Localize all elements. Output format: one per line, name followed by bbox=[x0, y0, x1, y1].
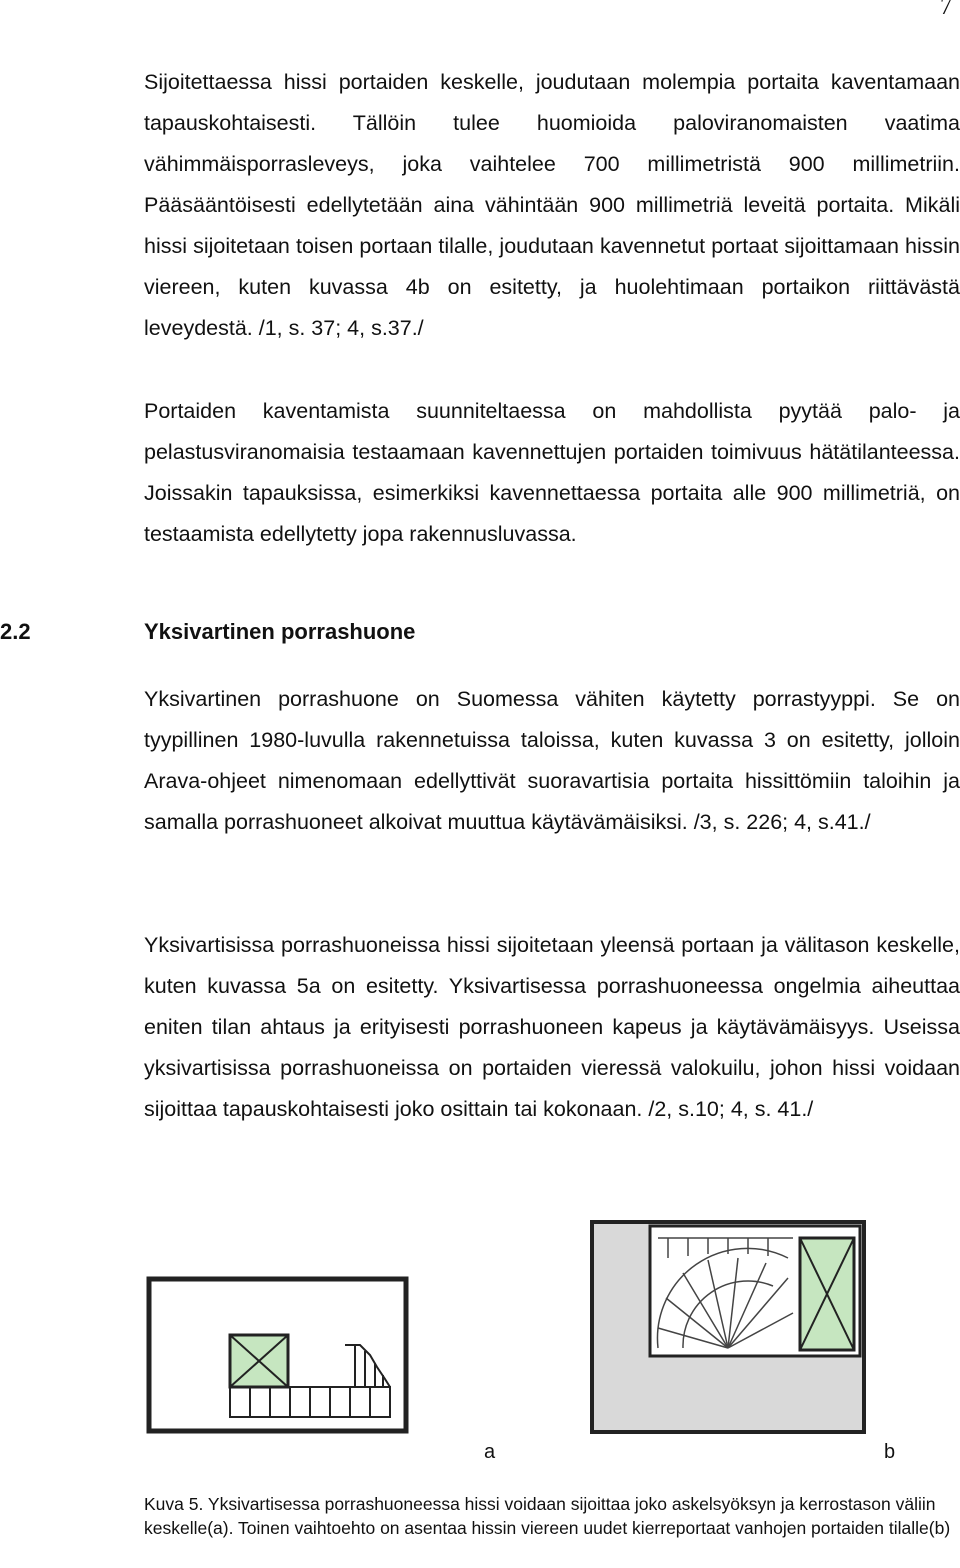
floor-plan-b bbox=[588, 1218, 868, 1436]
figure-5 bbox=[0, 1200, 960, 1490]
paragraph-stair-testing: Portaiden kaventamista suunniteltaessa on mahdollista pyytää palo- ja pelastusviranomaisia testaamaan kavennettujen portaiden toimivuus hätätilanteessa. Joissakin tapauksissa, esimerkiksi kavennettaessa portaita alle 900 millimetriä, on testaamista edellytetty jopa rakennusluvassa. bbox=[144, 399, 960, 546]
figure-label-b: b bbox=[884, 1441, 896, 1463]
paragraph-single-flight-elevator: Yksivartisissa porrashuoneissa hissi sijoitetaan yleensä portaan ja välitason keskelle, kuten kuvassa 5a on esitetty. Yksivartisessa porrashuoneessa ongelmia aiheuttaa eniten tilan ahtaus ja erityisesti porrashuoneen kapeus ja käytävämäisyys. Useissa yksivartisissa porrashuoneissa on portaiden vieressä valokuilu, johon hissi voidaan sijoittaa tapauskohtaisesti joko osittain tai kokonaan. /2, s.10; 4, s. 41./ bbox=[144, 933, 960, 1121]
page-number: 7 bbox=[940, 0, 952, 20]
floor-plan-a bbox=[145, 1275, 410, 1435]
figure-label-a: a bbox=[484, 1441, 496, 1463]
section-heading bbox=[0, 614, 416, 650]
section-title: Yksivartinen porrashuone bbox=[144, 619, 416, 644]
figure-caption: Kuva 5. Yksivartisessa porrashuoneessa hissi voidaan sijoittaa joko askelsyöksyn ja kerrostason väliin keskelle(a). Toinen vaihtoehto on asentaa hissin viereen uudet kierreportaat vanhojen portaiden tilalle(b) bbox=[144, 1494, 951, 1538]
paragraph-single-flight-intro: Yksivartinen porrashuone on Suomessa vähiten käytetty porrastyyppi. Se on tyypillinen 1980-luvulla rakennetuissa taloissa, kuten kuvassa 3 on esitetty, jolloin Arava-ohjeet nimenomaan edellyttivät suoravartisia portaita hissittömiin taloihin ja samalla porrashuoneet alkoivat muuttua käytävämäisiksi. /3, s. 226; 4, s.41./ bbox=[144, 687, 960, 834]
section-number: 2.2 bbox=[0, 619, 31, 644]
paragraph-elevator-placement: Sijoitettaessa hissi portaiden keskelle, joudutaan molempia portaita kaventamaan tapauskohtaisesti. Tällöin tulee huomioida paloviranomaisten vaatima vähimmäisporrasleveys, joka vaihtelee 700 millimetristä 900 millimetriin. Pääsääntöisesti edellytetään aina vähintään 900 millimetriä leveitä portaita. Mikäli hissi sijoitetaan toisen portaan tilalle, joudutaan kavennetut portaat sijoittamaan hissin viereen, kuten kuvassa 4b on esitetty, ja huolehtimaan portaikon riittävästä leveydestä. /1, s. 37; 4, s.37./ bbox=[144, 70, 960, 340]
